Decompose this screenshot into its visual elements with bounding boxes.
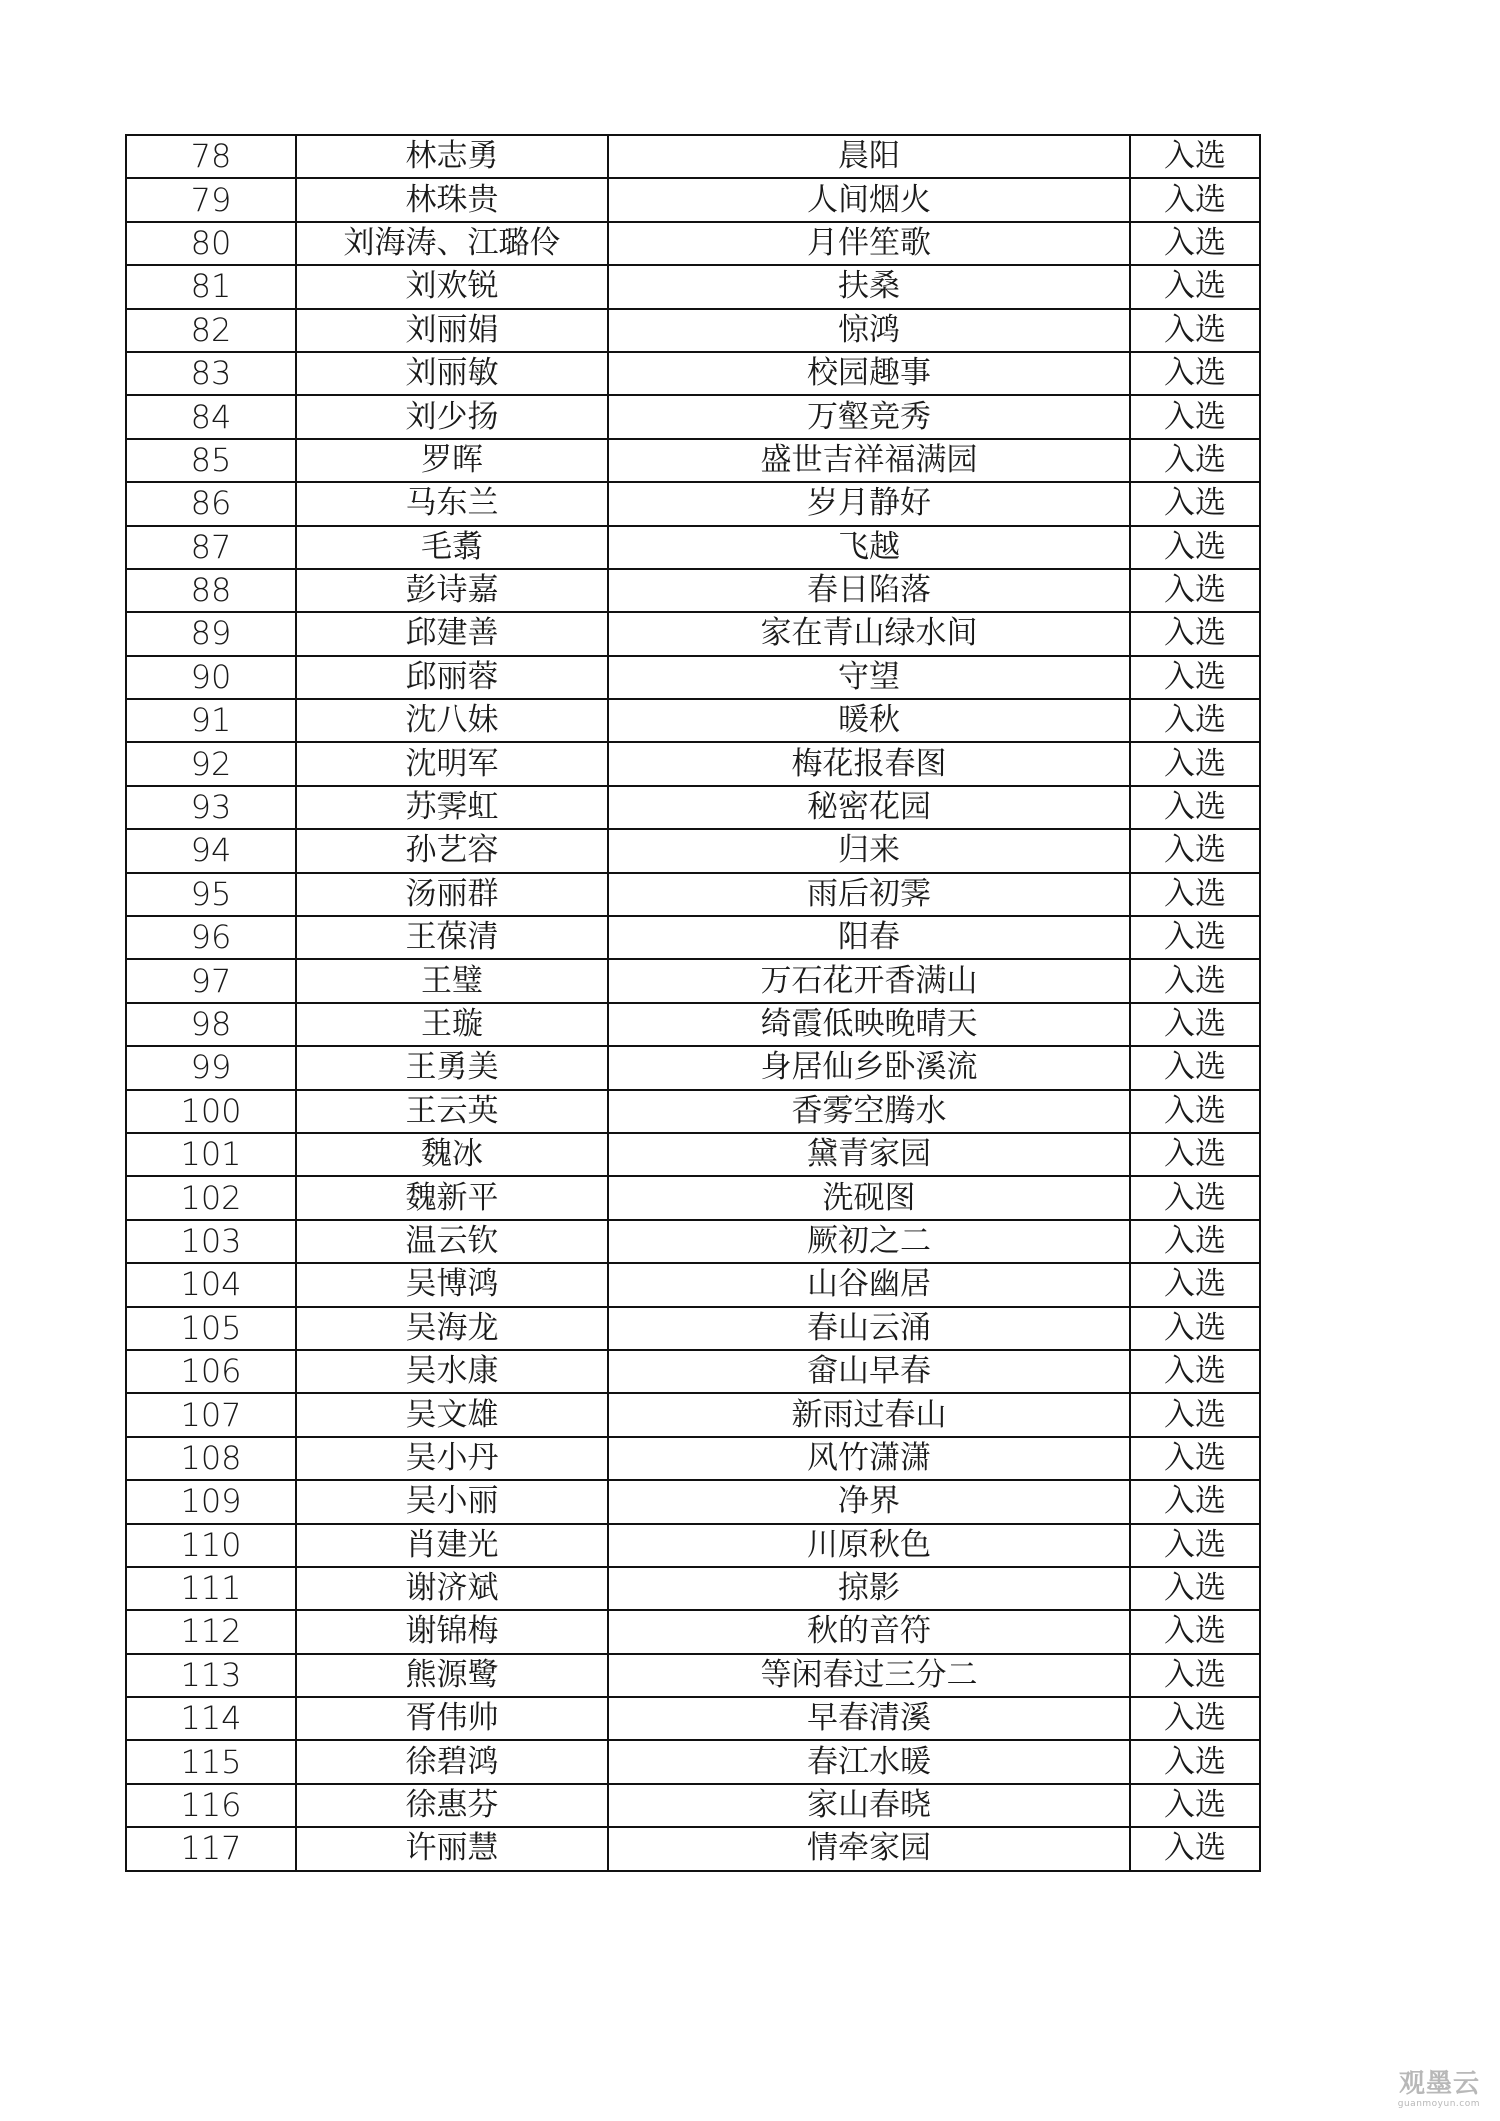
row-number-cell: 90 — [126, 656, 296, 699]
selection-result-cell: 入选 — [1130, 526, 1260, 569]
artist-name-cell: 王云英 — [296, 1090, 608, 1133]
artwork-title-cell: 扶桑 — [608, 265, 1130, 308]
artwork-title-cell: 春江水暖 — [608, 1740, 1130, 1783]
table-row — [126, 1480, 1260, 1523]
artwork-title-cell: 飞越 — [608, 526, 1130, 569]
artist-name-cell: 邱丽蓉 — [296, 656, 608, 699]
watermark-main-text: 观墨云 — [1398, 2069, 1480, 2099]
selection-result-cell: 入选 — [1130, 1003, 1260, 1046]
table-row — [126, 1220, 1260, 1263]
table-row — [126, 612, 1260, 655]
artist-name-cell: 马东兰 — [296, 482, 608, 525]
artwork-title-cell: 雨后初霁 — [608, 873, 1130, 916]
row-number-cell: 104 — [126, 1263, 296, 1306]
table-row — [126, 439, 1260, 482]
selection-result-cell: 入选 — [1130, 612, 1260, 655]
selection-result-cell: 入选 — [1130, 1480, 1260, 1523]
table-row — [126, 1350, 1260, 1393]
artwork-title-cell: 校园趣事 — [608, 352, 1130, 395]
table-row — [126, 1610, 1260, 1653]
selection-result-cell: 入选 — [1130, 959, 1260, 1002]
table-row — [126, 1437, 1260, 1480]
artwork-title-cell: 厥初之二 — [608, 1220, 1130, 1263]
artist-name-cell: 吴水康 — [296, 1350, 608, 1393]
selection-result-cell: 入选 — [1130, 1307, 1260, 1350]
row-number-cell: 103 — [126, 1220, 296, 1263]
artwork-title-cell: 风竹潇潇 — [608, 1437, 1130, 1480]
selection-result-cell: 入选 — [1130, 1827, 1260, 1870]
selection-result-cell: 入选 — [1130, 1784, 1260, 1827]
selection-result-cell: 入选 — [1130, 569, 1260, 612]
selection-result-cell: 入选 — [1130, 916, 1260, 959]
artwork-title-cell: 月伴笙歌 — [608, 222, 1130, 265]
artwork-title-cell: 春山云涌 — [608, 1307, 1130, 1350]
artwork-title-cell: 秋的音符 — [608, 1610, 1130, 1653]
artist-name-cell: 苏霁虹 — [296, 786, 608, 829]
table-row — [126, 482, 1260, 525]
artist-name-cell: 沈明军 — [296, 742, 608, 785]
table-row — [126, 1003, 1260, 1046]
selection-result-cell: 入选 — [1130, 352, 1260, 395]
artist-name-cell: 吴海龙 — [296, 1307, 608, 1350]
table-row — [126, 1654, 1260, 1697]
row-number-cell: 79 — [126, 178, 296, 221]
artwork-title-cell: 万石花开香满山 — [608, 959, 1130, 1002]
artwork-title-cell: 守望 — [608, 656, 1130, 699]
artwork-title-cell: 暖秋 — [608, 699, 1130, 742]
artist-name-cell: 孙艺容 — [296, 829, 608, 872]
artist-name-cell: 刘丽娟 — [296, 309, 608, 352]
table-row — [126, 395, 1260, 438]
selection-result-cell: 入选 — [1130, 699, 1260, 742]
artist-name-cell: 王璧 — [296, 959, 608, 1002]
table-row — [126, 829, 1260, 872]
row-number-cell: 95 — [126, 873, 296, 916]
artwork-title-cell: 万壑竞秀 — [608, 395, 1130, 438]
table-row — [126, 656, 1260, 699]
artwork-title-cell: 畲山早春 — [608, 1350, 1130, 1393]
artwork-title-cell: 盛世吉祥福满园 — [608, 439, 1130, 482]
row-number-cell: 99 — [126, 1046, 296, 1089]
selection-result-cell: 入选 — [1130, 265, 1260, 308]
row-number-cell: 102 — [126, 1176, 296, 1219]
artwork-title-cell: 归来 — [608, 829, 1130, 872]
artwork-title-cell: 新雨过春山 — [608, 1393, 1130, 1436]
row-number-cell: 107 — [126, 1393, 296, 1436]
artist-name-cell: 谢锦梅 — [296, 1610, 608, 1653]
selection-result-cell: 入选 — [1130, 742, 1260, 785]
artist-name-cell: 沈八妹 — [296, 699, 608, 742]
artist-name-cell: 邱建善 — [296, 612, 608, 655]
selection-result-cell: 入选 — [1130, 1176, 1260, 1219]
row-number-cell: 83 — [126, 352, 296, 395]
artist-name-cell: 吴小丹 — [296, 1437, 608, 1480]
watermark-logo — [1398, 2069, 1480, 2109]
row-number-cell: 84 — [126, 395, 296, 438]
selection-result-cell: 入选 — [1130, 395, 1260, 438]
table-row — [126, 309, 1260, 352]
row-number-cell: 114 — [126, 1697, 296, 1740]
table-row — [126, 352, 1260, 395]
artwork-title-cell: 早春清溪 — [608, 1697, 1130, 1740]
selection-result-cell: 入选 — [1130, 1524, 1260, 1567]
row-number-cell: 116 — [126, 1784, 296, 1827]
selection-result-cell: 入选 — [1130, 1567, 1260, 1610]
table-row — [126, 1090, 1260, 1133]
selection-result-cell: 入选 — [1130, 309, 1260, 352]
artist-name-cell: 王璇 — [296, 1003, 608, 1046]
table-row — [126, 1697, 1260, 1740]
row-number-cell: 117 — [126, 1827, 296, 1870]
row-number-cell: 111 — [126, 1567, 296, 1610]
selection-result-cell: 入选 — [1130, 1610, 1260, 1653]
selection-result-cell: 入选 — [1130, 439, 1260, 482]
artist-name-cell: 吴文雄 — [296, 1393, 608, 1436]
row-number-cell: 113 — [126, 1654, 296, 1697]
table-row — [126, 1393, 1260, 1436]
row-number-cell: 88 — [126, 569, 296, 612]
artist-name-cell: 刘丽敏 — [296, 352, 608, 395]
artist-name-cell: 林志勇 — [296, 135, 608, 178]
artist-name-cell: 胥伟帅 — [296, 1697, 608, 1740]
artist-name-cell: 王葆清 — [296, 916, 608, 959]
artist-name-cell: 汤丽群 — [296, 873, 608, 916]
selection-result-cell: 入选 — [1130, 1350, 1260, 1393]
artwork-title-cell: 晨阳 — [608, 135, 1130, 178]
artist-name-cell: 徐惠芬 — [296, 1784, 608, 1827]
artwork-title-cell: 香雾空腾水 — [608, 1090, 1130, 1133]
artist-name-cell: 毛翥 — [296, 526, 608, 569]
artwork-title-cell: 情牵家园 — [608, 1827, 1130, 1870]
selection-result-cell: 入选 — [1130, 135, 1260, 178]
selection-result-cell: 入选 — [1130, 1090, 1260, 1133]
row-number-cell: 100 — [126, 1090, 296, 1133]
row-number-cell: 85 — [126, 439, 296, 482]
selection-result-cell: 入选 — [1130, 656, 1260, 699]
results-table-container — [125, 134, 1259, 1872]
artwork-title-cell: 净界 — [608, 1480, 1130, 1523]
artist-name-cell: 吴博鸿 — [296, 1263, 608, 1306]
table-row — [126, 1176, 1260, 1219]
table-row — [126, 135, 1260, 178]
row-number-cell: 78 — [126, 135, 296, 178]
artist-name-cell: 吴小丽 — [296, 1480, 608, 1523]
row-number-cell: 96 — [126, 916, 296, 959]
row-number-cell: 80 — [126, 222, 296, 265]
row-number-cell: 98 — [126, 1003, 296, 1046]
row-number-cell: 92 — [126, 742, 296, 785]
table-row — [126, 1307, 1260, 1350]
table-row — [126, 786, 1260, 829]
table-row — [126, 1740, 1260, 1783]
table-row — [126, 699, 1260, 742]
artist-name-cell: 魏冰 — [296, 1133, 608, 1176]
artist-name-cell: 刘海涛、江璐伶 — [296, 222, 608, 265]
table-row — [126, 569, 1260, 612]
selection-result-cell: 入选 — [1130, 1697, 1260, 1740]
artwork-title-cell: 川原秋色 — [608, 1524, 1130, 1567]
table-row — [126, 222, 1260, 265]
artwork-title-cell: 秘密花园 — [608, 786, 1130, 829]
artist-name-cell: 肖建光 — [296, 1524, 608, 1567]
selection-result-cell: 入选 — [1130, 1046, 1260, 1089]
results-table-body — [126, 135, 1260, 1871]
row-number-cell: 106 — [126, 1350, 296, 1393]
artwork-title-cell: 惊鸿 — [608, 309, 1130, 352]
table-row — [126, 1567, 1260, 1610]
artist-name-cell: 彭诗嘉 — [296, 569, 608, 612]
artist-name-cell: 罗晖 — [296, 439, 608, 482]
table-row — [126, 1046, 1260, 1089]
table-row — [126, 742, 1260, 785]
row-number-cell: 86 — [126, 482, 296, 525]
row-number-cell: 81 — [126, 265, 296, 308]
table-row — [126, 526, 1260, 569]
row-number-cell: 112 — [126, 1610, 296, 1653]
table-row — [126, 1263, 1260, 1306]
artwork-title-cell: 阳春 — [608, 916, 1130, 959]
table-row — [126, 873, 1260, 916]
table-row — [126, 1524, 1260, 1567]
artist-name-cell: 温云钦 — [296, 1220, 608, 1263]
artwork-title-cell: 梅花报春图 — [608, 742, 1130, 785]
table-row — [126, 916, 1260, 959]
results-table — [125, 134, 1261, 1872]
row-number-cell: 105 — [126, 1307, 296, 1350]
selection-result-cell: 入选 — [1130, 1654, 1260, 1697]
artist-name-cell: 魏新平 — [296, 1176, 608, 1219]
watermark-sub-text: guanmoyun.com — [1397, 2099, 1480, 2109]
artist-name-cell: 刘欢锐 — [296, 265, 608, 308]
artist-name-cell: 徐碧鸿 — [296, 1740, 608, 1783]
row-number-cell: 93 — [126, 786, 296, 829]
row-number-cell: 87 — [126, 526, 296, 569]
selection-result-cell: 入选 — [1130, 786, 1260, 829]
artwork-title-cell: 身居仙乡卧溪流 — [608, 1046, 1130, 1089]
table-row — [126, 178, 1260, 221]
selection-result-cell: 入选 — [1130, 1220, 1260, 1263]
row-number-cell: 97 — [126, 959, 296, 1002]
selection-result-cell: 入选 — [1130, 1393, 1260, 1436]
artwork-title-cell: 掠影 — [608, 1567, 1130, 1610]
artist-name-cell: 刘少扬 — [296, 395, 608, 438]
selection-result-cell: 入选 — [1130, 1133, 1260, 1176]
row-number-cell: 94 — [126, 829, 296, 872]
artist-name-cell: 许丽慧 — [296, 1827, 608, 1870]
artwork-title-cell: 家山春晓 — [608, 1784, 1130, 1827]
artwork-title-cell: 家在青山绿水间 — [608, 612, 1130, 655]
row-number-cell: 101 — [126, 1133, 296, 1176]
row-number-cell: 108 — [126, 1437, 296, 1480]
artist-name-cell: 谢济斌 — [296, 1567, 608, 1610]
selection-result-cell: 入选 — [1130, 873, 1260, 916]
row-number-cell: 110 — [126, 1524, 296, 1567]
selection-result-cell: 入选 — [1130, 829, 1260, 872]
table-row — [126, 1827, 1260, 1870]
selection-result-cell: 入选 — [1130, 1263, 1260, 1306]
table-row — [126, 1133, 1260, 1176]
artwork-title-cell: 洗砚图 — [608, 1176, 1130, 1219]
artwork-title-cell: 等闲春过三分二 — [608, 1654, 1130, 1697]
artwork-title-cell: 春日陷落 — [608, 569, 1130, 612]
artist-name-cell: 林珠贵 — [296, 178, 608, 221]
selection-result-cell: 入选 — [1130, 178, 1260, 221]
row-number-cell: 115 — [126, 1740, 296, 1783]
row-number-cell: 82 — [126, 309, 296, 352]
row-number-cell: 89 — [126, 612, 296, 655]
selection-result-cell: 入选 — [1130, 222, 1260, 265]
artwork-title-cell: 岁月静好 — [608, 482, 1130, 525]
table-row — [126, 959, 1260, 1002]
artwork-title-cell: 黛青家园 — [608, 1133, 1130, 1176]
selection-result-cell: 入选 — [1130, 1437, 1260, 1480]
artwork-title-cell: 绮霞低映晚晴天 — [608, 1003, 1130, 1046]
artwork-title-cell: 人间烟火 — [608, 178, 1130, 221]
artist-name-cell: 熊源鹭 — [296, 1654, 608, 1697]
artist-name-cell: 王勇美 — [296, 1046, 608, 1089]
artwork-title-cell: 山谷幽居 — [608, 1263, 1130, 1306]
row-number-cell: 109 — [126, 1480, 296, 1523]
table-row — [126, 265, 1260, 308]
selection-result-cell: 入选 — [1130, 482, 1260, 525]
table-row — [126, 1784, 1260, 1827]
selection-result-cell: 入选 — [1130, 1740, 1260, 1783]
row-number-cell: 91 — [126, 699, 296, 742]
